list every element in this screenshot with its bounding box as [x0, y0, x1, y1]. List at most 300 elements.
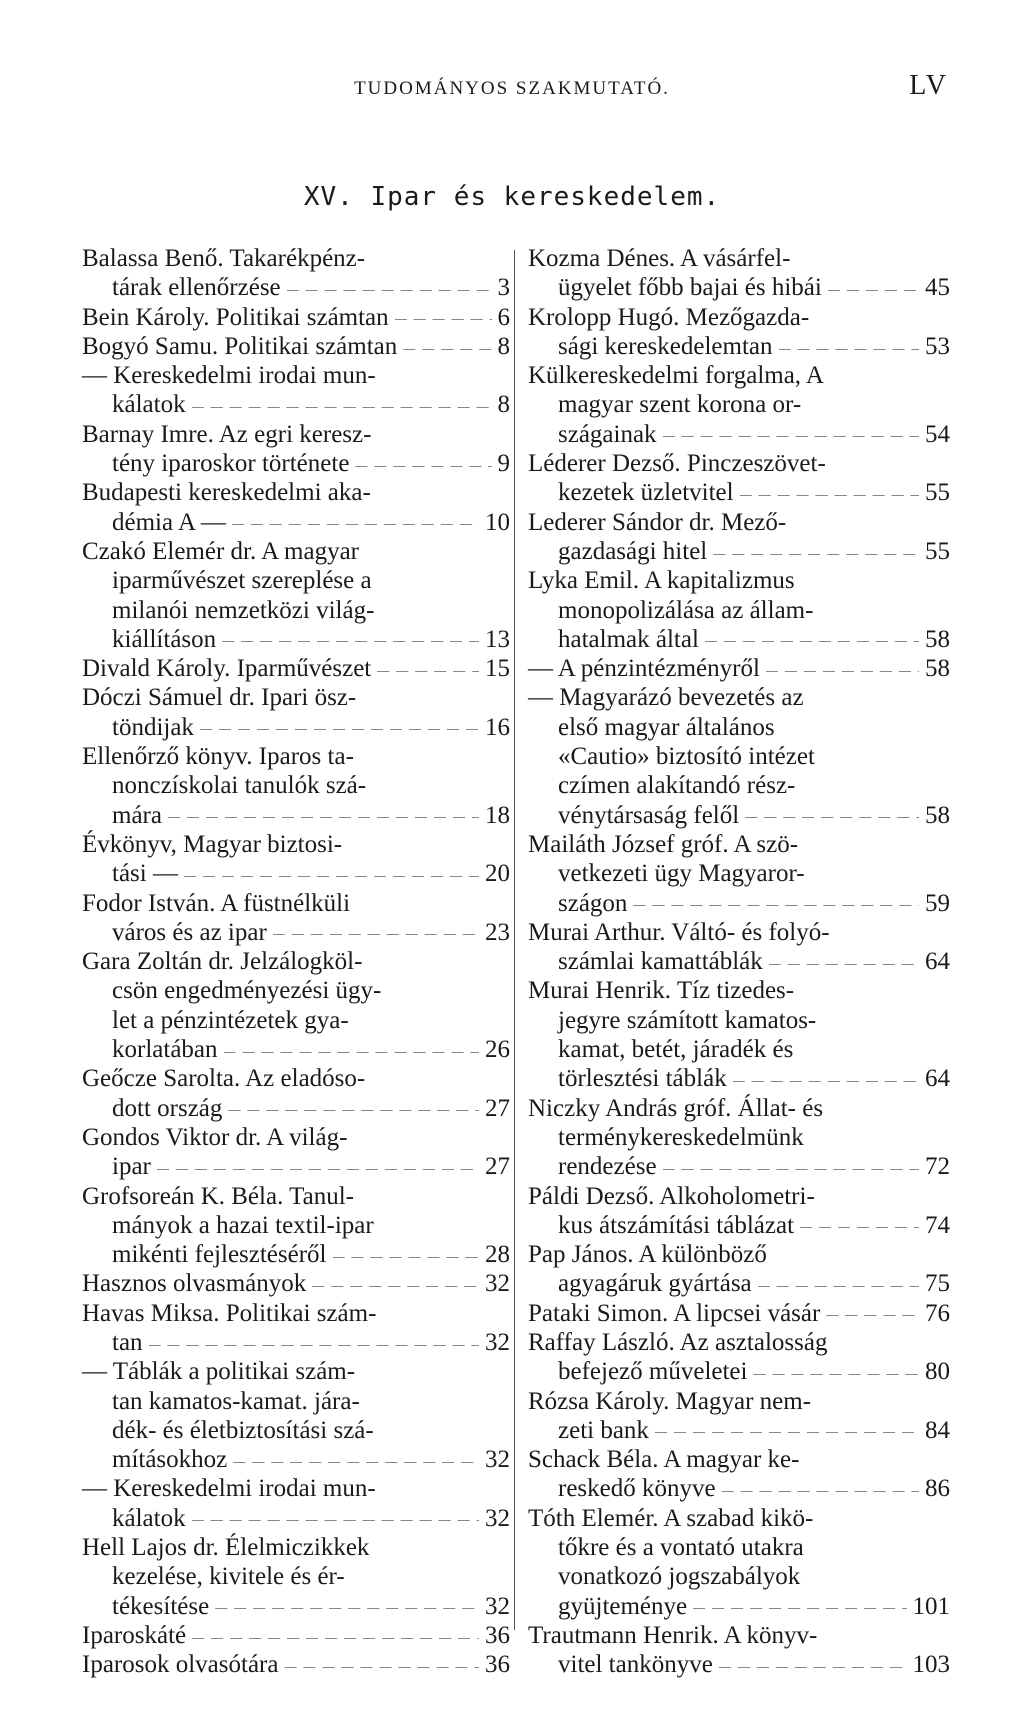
entry-page-number: 80	[925, 1358, 950, 1386]
entry-text: dék- és életbiztosítási szá-	[112, 1416, 374, 1444]
entry-line	[528, 625, 950, 654]
entry-line	[528, 889, 950, 918]
entry-line	[82, 1182, 510, 1211]
entry-line	[528, 303, 950, 332]
entry-page-number: 58	[925, 655, 950, 683]
entry-text: tény iparoskor története	[112, 450, 350, 478]
entry-line	[528, 1650, 950, 1679]
entry-text: Murai Arthur. Váltó- és folyó-	[528, 918, 830, 946]
leader-dots	[663, 420, 919, 449]
entry-line	[82, 1328, 510, 1357]
leader-dots	[663, 1152, 919, 1181]
entry-page-number: 23	[485, 918, 510, 946]
entry-line	[82, 1152, 510, 1181]
entry-text: Schack Béla. A magyar ke-	[528, 1446, 800, 1474]
entry-page-number: 53	[925, 332, 950, 360]
leader-dots	[740, 478, 919, 507]
entry-line	[528, 1533, 950, 1562]
leader-dots	[800, 1211, 919, 1240]
entry-line	[528, 713, 950, 742]
index-entry	[528, 1299, 950, 1328]
leader-dots	[655, 1416, 919, 1445]
entry-page-number: 54	[925, 420, 950, 448]
entry-text: Bein Károly. Politikai számtan	[82, 303, 389, 331]
entry-page-number: 103	[912, 1651, 950, 1679]
entry-text: let a pénzintézetek gya-	[112, 1006, 349, 1034]
entry-line	[82, 976, 510, 1005]
leader-dots	[192, 390, 492, 419]
index-entry	[528, 1182, 950, 1241]
leader-dots	[333, 1240, 479, 1269]
leader-dots	[705, 625, 919, 654]
index-entry	[82, 1650, 510, 1679]
entry-text: mára	[112, 801, 162, 829]
entry-line	[82, 918, 510, 947]
entry-text: tékesítése	[112, 1592, 210, 1620]
entry-text: vonatkozó jogszabályok	[558, 1563, 801, 1591]
entry-line	[82, 1269, 510, 1298]
entry-line	[528, 1445, 950, 1474]
entry-line	[528, 859, 950, 888]
entry-page-number: 36	[485, 1651, 510, 1679]
entry-text: első magyar általános	[558, 713, 775, 741]
entry-line	[82, 244, 510, 273]
entry-line	[528, 537, 950, 566]
entry-line	[528, 1592, 950, 1621]
leader-dots	[403, 332, 491, 361]
entry-text: hatalmak által	[558, 625, 699, 653]
entry-text: kezetek üzletvitel	[558, 479, 734, 507]
entry-page-number: 32	[485, 1592, 510, 1620]
index-column-right	[528, 244, 950, 1680]
index-entry	[528, 1328, 950, 1387]
entry-page-number: 28	[485, 1241, 510, 1269]
entry-line	[82, 1240, 510, 1269]
entry-text: ipar	[112, 1153, 151, 1181]
entry-page-number: 8	[497, 391, 510, 419]
entry-line	[82, 742, 510, 771]
entry-text: milanói nemzetközi világ-	[112, 596, 375, 624]
entry-text: Dóczi Sámuel dr. Ipari ösz-	[82, 684, 357, 712]
entry-text: Páldi Dezső. Alkoholometri-	[528, 1182, 815, 1210]
entry-line	[82, 1387, 510, 1416]
entry-line	[82, 273, 510, 302]
section-title: XV. Ipar és kereskedelem.	[303, 182, 721, 212]
index-entry	[82, 889, 510, 948]
entry-page-number: 26	[485, 1036, 510, 1064]
leader-dots	[766, 654, 919, 683]
entry-text: Kozma Dénes. A vásárfel-	[528, 245, 791, 272]
entry-text: csön engedményezési ügy-	[112, 977, 382, 1005]
entry-text: tan kamatos-kamat. jára-	[112, 1387, 360, 1415]
entry-text: Budapesti kereskedelmi aka-	[82, 479, 371, 507]
entry-page-number: 32	[485, 1446, 510, 1474]
entry-text: Murai Henrik. Tíz tizedes-	[528, 977, 795, 1005]
entry-text: sági kereskedelemtan	[558, 332, 773, 360]
leader-dots	[745, 801, 919, 830]
entry-line	[82, 1562, 510, 1591]
entry-text: Havas Miksa. Politikai szám-	[82, 1299, 377, 1327]
entry-line	[528, 1562, 950, 1591]
entry-line	[528, 332, 950, 361]
entry-text: reskedő könyve	[558, 1475, 716, 1503]
index-entry	[82, 1533, 510, 1621]
index-entry	[82, 683, 510, 742]
entry-text: Grofsoreán K. Béla. Tanul-	[82, 1182, 355, 1210]
entry-page-number: 76	[925, 1299, 950, 1327]
entry-text: Léderer Dezső. Pinczeszövet-	[528, 450, 826, 478]
index-entry	[82, 1474, 510, 1533]
entry-text: város és az ipar	[112, 918, 267, 946]
leader-dots	[769, 947, 919, 976]
entry-page-number: 64	[925, 1065, 950, 1093]
entry-text: — Kereskedelmi irodai mun-	[82, 362, 376, 390]
index-column-left	[82, 244, 510, 1680]
entry-text: Külkereskedelmi forgalma, A	[528, 362, 824, 390]
entry-text: számlai kamattáblák	[558, 948, 763, 976]
leader-dots	[355, 449, 491, 478]
entry-line	[82, 1064, 510, 1093]
index-entry	[528, 303, 950, 362]
entry-text: agyagáruk gyártása	[558, 1270, 752, 1298]
entry-text: Raffay László. Az asztalosság	[528, 1328, 828, 1356]
leader-dots	[719, 1650, 907, 1679]
entry-line	[528, 1474, 950, 1503]
entry-page-number: 6	[497, 303, 510, 331]
index-entry	[528, 1504, 950, 1621]
entry-line	[82, 478, 510, 507]
entry-line	[82, 1211, 510, 1240]
entry-line	[528, 830, 950, 859]
entry-line	[528, 1387, 950, 1416]
entry-line	[528, 1299, 950, 1328]
entry-line	[82, 654, 510, 683]
leader-dots	[287, 273, 492, 302]
entry-line	[82, 1035, 510, 1064]
index-entry	[82, 1182, 510, 1270]
column-divider	[514, 250, 515, 1630]
entry-text: tőkre és a vontató utakra	[558, 1534, 804, 1562]
index-entry	[82, 654, 510, 683]
entry-line	[528, 449, 950, 478]
entry-line	[82, 1650, 510, 1679]
index-entry	[82, 303, 510, 332]
entry-line	[528, 683, 950, 712]
entry-line	[82, 332, 510, 361]
entry-text: terménykereskedelmünk	[558, 1123, 804, 1151]
entry-text: kálatok	[112, 1504, 186, 1532]
entry-page-number: 86	[925, 1475, 950, 1503]
entry-page-number: 84	[925, 1416, 950, 1444]
entry-line	[528, 918, 950, 947]
entry-text: kezelése, kivitele és ér-	[112, 1563, 345, 1591]
entry-text: ügyelet főbb bajai és hibái	[558, 274, 822, 302]
entry-text: Trautmann Henrik. A könyv-	[528, 1621, 818, 1649]
entry-line	[82, 566, 510, 595]
entry-line	[82, 1533, 510, 1562]
entry-text: Évkönyv, Magyar biztosi-	[82, 830, 343, 858]
entry-line	[82, 1416, 510, 1445]
entry-page-number: 58	[925, 625, 950, 653]
entry-line	[82, 420, 510, 449]
entry-line	[82, 713, 510, 742]
entry-text: Gondos Viktor dr. A világ-	[82, 1123, 348, 1151]
entry-page-number: 101	[912, 1592, 950, 1620]
leader-dots	[722, 1474, 919, 1503]
entry-text: — Magyarázó bevezetés az	[528, 684, 804, 712]
entry-text: — Kereskedelmi irodai mun-	[82, 1475, 376, 1503]
entry-page-number: 74	[925, 1211, 950, 1239]
entry-text: kiállításon	[112, 625, 217, 653]
entry-line	[528, 1357, 950, 1386]
entry-page-number: 9	[497, 450, 510, 478]
index-entry	[528, 683, 950, 829]
entry-line	[528, 478, 950, 507]
entry-text: czímen alakítandó rész-	[558, 772, 796, 800]
entry-text: Pataki Simon. A lipcsei vásár	[528, 1299, 821, 1327]
entry-text: — Táblák a politikai szám-	[82, 1358, 356, 1386]
entry-page-number: 20	[485, 860, 510, 888]
entry-page-number: 32	[485, 1328, 510, 1356]
entry-line	[528, 1123, 950, 1152]
entry-text: — A pénzintézményről	[528, 655, 760, 683]
index-entry	[82, 947, 510, 1064]
page-number: LV	[909, 70, 948, 101]
leader-dots	[312, 1269, 479, 1298]
entry-line	[528, 1621, 950, 1650]
entry-text: tan	[112, 1328, 143, 1356]
leader-dots	[192, 1504, 479, 1533]
entry-text: Czakó Elemér dr. A magyar	[82, 537, 360, 565]
entry-text: démia A —	[112, 508, 226, 536]
entry-line	[528, 1035, 950, 1064]
entry-text: befejező műveletei	[558, 1358, 748, 1386]
entry-line	[82, 1123, 510, 1152]
entry-text: tási —	[112, 860, 178, 888]
entry-text: vetkezeti ügy Magyaror-	[558, 860, 805, 888]
entry-text: Iparoskáté	[82, 1621, 187, 1649]
entry-line	[528, 742, 950, 771]
entry-text: Ellenőrző könyv. Iparos ta-	[82, 743, 354, 771]
leader-dots	[168, 801, 479, 830]
entry-text: «Cautio» biztosító intézet	[558, 743, 815, 771]
index-entry	[82, 1357, 510, 1474]
leader-dots	[215, 1592, 479, 1621]
index-entry	[82, 742, 510, 830]
leader-dots	[826, 1299, 919, 1328]
entry-line	[82, 390, 510, 419]
entry-line	[528, 1211, 950, 1240]
entry-text: Fodor István. A füstnélküli	[82, 889, 351, 917]
entry-line	[82, 683, 510, 712]
entry-page-number: 55	[925, 479, 950, 507]
entry-line	[528, 596, 950, 625]
entry-page-number: 64	[925, 948, 950, 976]
index-entry	[82, 361, 510, 420]
leader-dots	[693, 1592, 906, 1621]
index-entry	[82, 420, 510, 479]
leader-dots	[200, 713, 479, 742]
index-entry	[528, 566, 950, 654]
entry-text: Niczky András gróf. Állat- és	[528, 1094, 824, 1122]
index-entry	[82, 1269, 510, 1298]
index-entry	[528, 1445, 950, 1504]
entry-text: Lederer Sándor dr. Mező-	[528, 508, 787, 536]
entry-line	[528, 566, 950, 595]
entry-line	[528, 390, 950, 419]
leader-dots	[149, 1328, 479, 1357]
leader-dots	[184, 859, 479, 888]
index-entry	[82, 478, 510, 537]
entry-text: vénytársaság felől	[558, 801, 740, 829]
leader-dots	[284, 1650, 479, 1679]
entry-text: Hell Lajos dr. Élelmiczikkek	[82, 1534, 370, 1562]
entry-line	[82, 1445, 510, 1474]
entry-line	[528, 801, 950, 830]
entry-text: Bogyó Samu. Politikai számtan	[82, 332, 398, 360]
entry-text: Rózsa Károly. Magyar nem-	[528, 1387, 812, 1415]
entry-text: magyar szent korona or-	[558, 391, 802, 419]
entry-page-number: 15	[485, 655, 510, 683]
leader-dots	[224, 1035, 479, 1064]
entry-page-number: 16	[485, 713, 510, 741]
entry-line	[528, 1504, 950, 1533]
entry-line	[528, 273, 950, 302]
index-entry	[82, 1064, 510, 1123]
entry-text: gyüjteménye	[558, 1592, 688, 1620]
entry-line	[528, 420, 950, 449]
entry-page-number: 18	[485, 801, 510, 829]
entry-text: Balassa Benő. Takarékpénz-	[82, 245, 366, 272]
entry-text: mányok a hazai textil-ipar	[112, 1211, 374, 1239]
entry-text: szágon	[558, 889, 628, 917]
leader-dots	[192, 1621, 479, 1650]
entry-line	[528, 1269, 950, 1298]
entry-text: Pap János. A különböző	[528, 1241, 767, 1269]
entry-line	[528, 508, 950, 537]
leader-dots	[228, 1094, 479, 1123]
entry-line	[82, 303, 510, 332]
entry-line	[528, 1094, 950, 1123]
entry-text: Divald Károly. Iparművészet	[82, 655, 372, 683]
entry-page-number: 10	[485, 508, 510, 536]
entry-text: vitel tankönyve	[558, 1651, 713, 1679]
entry-line	[82, 449, 510, 478]
entry-page-number: 45	[925, 274, 950, 302]
entry-text: zeti bank	[558, 1416, 649, 1444]
leader-dots	[758, 1269, 919, 1298]
index-entry	[82, 332, 510, 361]
entry-text: Geőcze Sarolta. Az eladóso-	[82, 1065, 366, 1093]
entry-line	[528, 244, 950, 273]
entry-line	[82, 537, 510, 566]
entry-line	[528, 1006, 950, 1035]
entry-text: szágainak	[558, 420, 657, 448]
entry-text: rendezése	[558, 1153, 657, 1181]
entry-text: iparművészet szereplése a	[112, 567, 372, 595]
entry-page-number: 59	[925, 889, 950, 917]
leader-dots	[232, 508, 479, 537]
leader-dots	[713, 537, 919, 566]
entry-line	[82, 889, 510, 918]
entry-text: töndijak	[112, 713, 194, 741]
entry-text: Lyka Emil. A kapitalizmus	[528, 567, 795, 595]
index-entry	[528, 830, 950, 918]
entry-page-number: 27	[485, 1153, 510, 1181]
entry-text: kamat, betét, járadék és	[558, 1036, 794, 1064]
leader-dots	[157, 1152, 479, 1181]
entry-text: jegyre számított kamatos-	[558, 1006, 817, 1034]
entry-line	[528, 361, 950, 390]
entry-text: Krolopp Hugó. Mezőgazda-	[528, 303, 810, 331]
entry-text: törlesztési táblák	[558, 1065, 727, 1093]
entry-line	[82, 1299, 510, 1328]
leader-dots	[377, 654, 479, 683]
index-entry	[528, 976, 950, 1093]
running-title: TUDOMÁNYOS SZAKMUTATÓ.	[354, 78, 670, 99]
index-entry	[82, 1299, 510, 1358]
index-entry	[82, 1123, 510, 1182]
entry-line	[82, 1094, 510, 1123]
entry-line	[528, 976, 950, 1005]
entry-line	[528, 1064, 950, 1093]
entry-text: dott ország	[112, 1094, 223, 1122]
index-entry	[528, 244, 950, 303]
entry-text: Iparosok olvasótára	[82, 1651, 279, 1679]
index-entry	[528, 449, 950, 508]
entry-line	[82, 1592, 510, 1621]
entry-text: Mailáth József gróf. A szö-	[528, 830, 799, 858]
index-entry	[528, 654, 950, 683]
entry-line	[528, 1416, 950, 1445]
index-entry	[528, 1387, 950, 1446]
entry-text: kus átszámítási táblázat	[558, 1211, 795, 1239]
leader-dots	[273, 918, 479, 947]
entry-line	[82, 771, 510, 800]
entry-page-number: 36	[485, 1621, 510, 1649]
entry-line	[82, 801, 510, 830]
entry-line	[82, 1357, 510, 1386]
entry-text: kálatok	[112, 391, 186, 419]
entry-line	[528, 654, 950, 683]
entry-page-number: 13	[485, 625, 510, 653]
entry-text: Tóth Elemér. A szabad kikö-	[528, 1504, 814, 1532]
entry-page-number: 32	[485, 1270, 510, 1298]
entry-page-number: 55	[925, 537, 950, 565]
entry-text: Barnay Imre. Az egri keresz-	[82, 420, 372, 448]
index-entry	[528, 1621, 950, 1680]
index-entry	[528, 508, 950, 567]
index-entry	[528, 1240, 950, 1299]
entry-page-number: 32	[485, 1504, 510, 1532]
entry-text: tárak ellenőrzése	[112, 274, 281, 302]
index-entry	[82, 1621, 510, 1650]
leader-dots	[733, 1064, 919, 1093]
entry-page-number: 27	[485, 1094, 510, 1122]
entry-line	[82, 859, 510, 888]
entry-text: mikénti fejlesztéséről	[112, 1241, 327, 1269]
entry-line	[528, 1328, 950, 1357]
entry-text: gazdasági hitel	[558, 537, 708, 565]
leader-dots	[779, 332, 920, 361]
entry-line	[82, 508, 510, 537]
entry-page-number: 72	[925, 1153, 950, 1181]
entry-page-number: 58	[925, 801, 950, 829]
running-head	[0, 70, 1024, 110]
index-entry	[82, 537, 510, 654]
leader-dots	[633, 889, 919, 918]
leader-dots	[222, 625, 479, 654]
